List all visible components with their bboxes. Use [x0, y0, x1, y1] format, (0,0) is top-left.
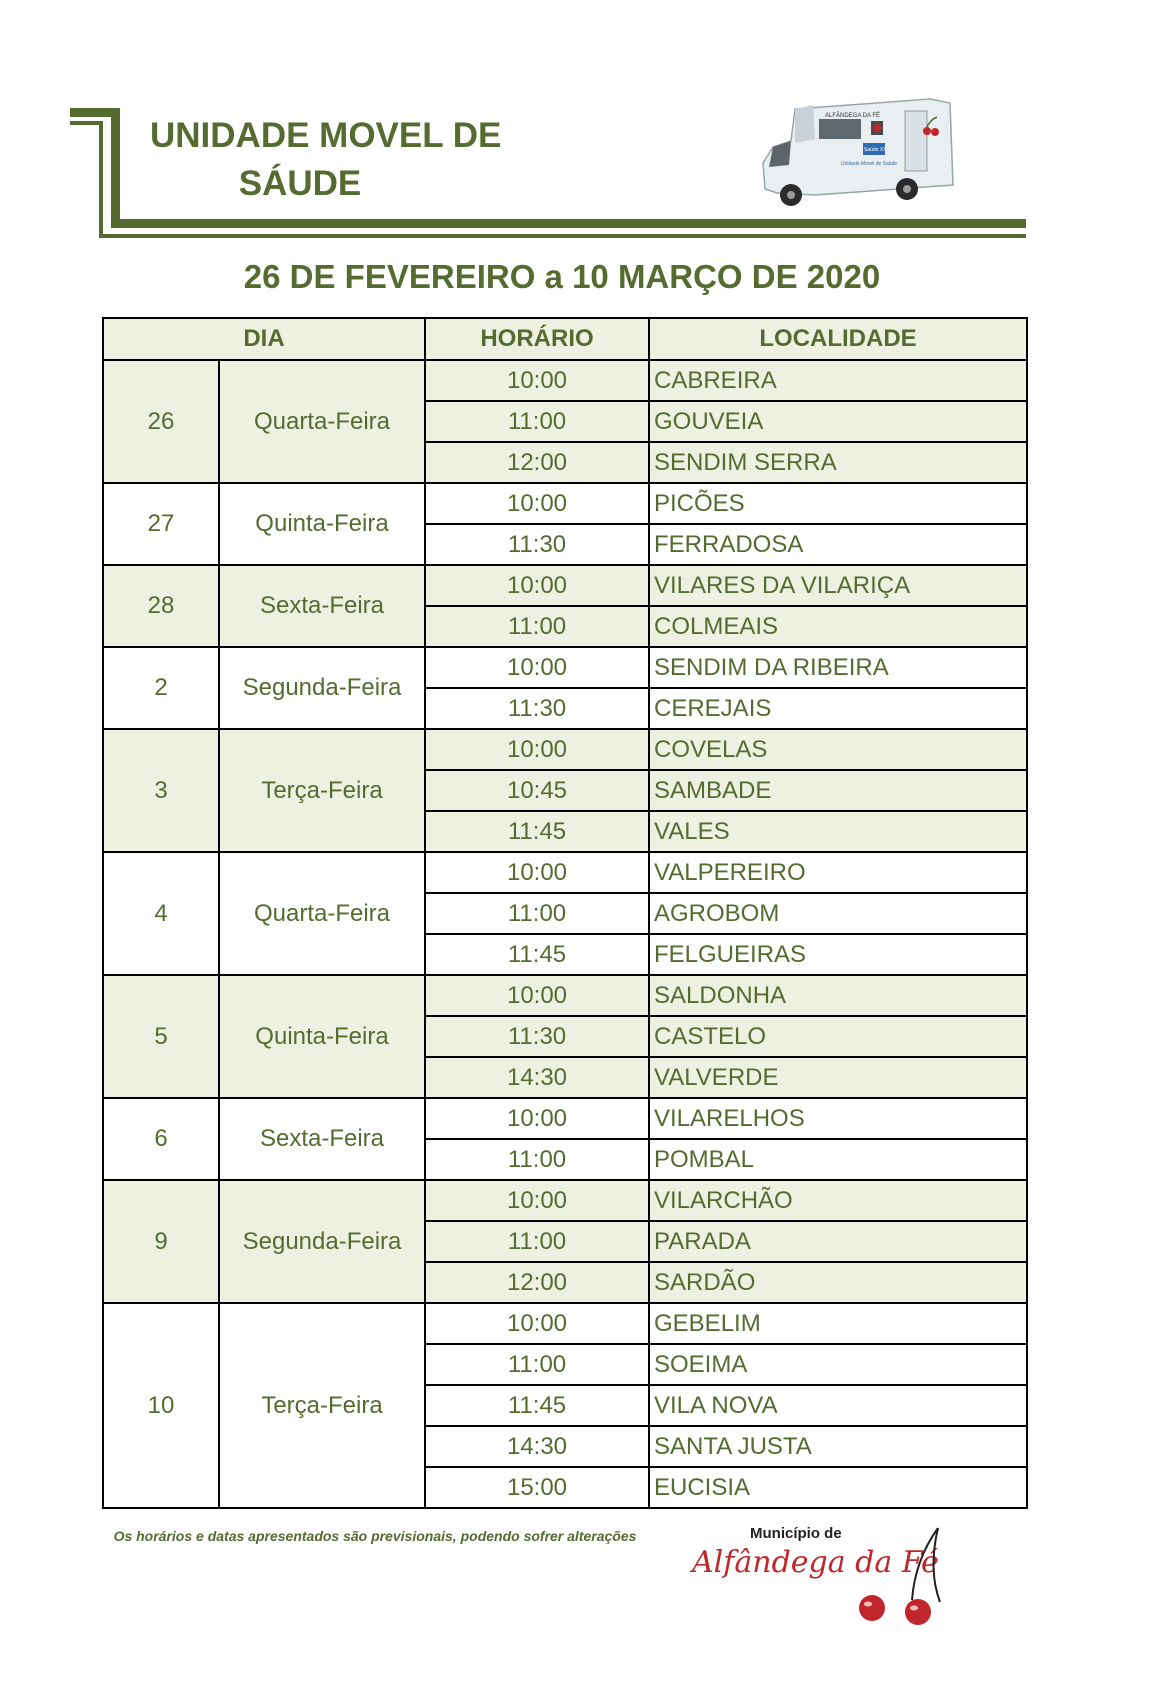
stop-time: 11:00 — [425, 606, 649, 647]
stop-location: SENDIM DA RIBEIRA — [649, 647, 1027, 688]
stop-location: EUCISIA — [649, 1467, 1027, 1508]
stop-time: 10:00 — [425, 1303, 649, 1344]
header-localidade: LOCALIDADE — [649, 318, 1027, 360]
stop-time: 15:00 — [425, 1467, 649, 1508]
stop-location: VALPEREIRO — [649, 852, 1027, 893]
date-range-subtitle: 26 DE FEVEREIRO a 10 MARÇO DE 2020 — [243, 258, 881, 295]
stop-location: COVELAS — [649, 729, 1027, 770]
weekday: Sexta-Feira — [219, 1098, 425, 1180]
stop-location: VILA NOVA — [649, 1385, 1027, 1426]
stop-time: 11:00 — [425, 893, 649, 934]
municipality-logo — [690, 1520, 960, 1630]
day-number: 26 — [103, 360, 219, 483]
day-number: 2 — [103, 647, 219, 729]
stop-time: 14:30 — [425, 1426, 649, 1467]
stop-time: 10:00 — [425, 565, 649, 606]
day-number: 6 — [103, 1098, 219, 1180]
day-number: 3 — [103, 729, 219, 852]
schedule-row — [103, 1303, 1027, 1344]
stop-location: FELGUEIRAS — [649, 934, 1027, 975]
schedule-row — [103, 1098, 1027, 1139]
cherry-right-icon — [905, 1599, 931, 1625]
logo-line-2: Alfândega da Fé — [692, 1545, 939, 1580]
header-dia: DIA — [103, 318, 425, 360]
schedule-row — [103, 647, 1027, 688]
schedule-row — [103, 1180, 1027, 1221]
schedule-body — [103, 360, 1027, 1508]
stop-time: 10:00 — [425, 483, 649, 524]
stop-location: PICÕES — [649, 483, 1027, 524]
stop-location: SANTA JUSTA — [649, 1426, 1027, 1467]
stop-time: 11:00 — [425, 1344, 649, 1385]
header-horario: HORÁRIO — [425, 318, 649, 360]
day-number: 4 — [103, 852, 219, 975]
weekday: Quinta-Feira — [219, 975, 425, 1098]
stop-time: 14:30 — [425, 1057, 649, 1098]
stop-location: GEBELIM — [649, 1303, 1027, 1344]
weekday: Segunda-Feira — [219, 647, 425, 729]
schedule-row — [103, 360, 1027, 401]
schedule-row — [103, 729, 1027, 770]
stop-time: 11:30 — [425, 524, 649, 565]
van-brand-text: ALFÂNDEGA DA FÉ — [825, 113, 881, 119]
title-line-1: UNIDADE MOVEL DE — [150, 116, 502, 155]
stop-location: VILARES DA VILARIÇA — [649, 565, 1027, 606]
van-label-text: Unidade Movel de Saúde — [841, 161, 898, 167]
stop-time: 11:45 — [425, 1385, 649, 1426]
weekday: Quinta-Feira — [219, 483, 425, 565]
weekday: Segunda-Feira — [219, 1180, 425, 1303]
stop-time: 11:00 — [425, 1221, 649, 1262]
day-number: 9 — [103, 1180, 219, 1303]
title-line-2: SÁUDE — [238, 164, 362, 203]
day-number: 5 — [103, 975, 219, 1098]
stop-location: SAMBADE — [649, 770, 1027, 811]
stop-time: 11:30 — [425, 688, 649, 729]
stop-time: 11:00 — [425, 1139, 649, 1180]
stop-location: COLMEAIS — [649, 606, 1027, 647]
weekday: Sexta-Feira — [219, 565, 425, 647]
schedule-table — [102, 317, 1028, 1509]
stop-location: FERRADOSA — [649, 524, 1027, 565]
stop-time: 10:00 — [425, 360, 649, 401]
stop-location: GOUVEIA — [649, 401, 1027, 442]
stop-location: PARADA — [649, 1221, 1027, 1262]
schedule-row — [103, 852, 1027, 893]
schedule-row — [103, 565, 1027, 606]
stop-time: 11:45 — [425, 811, 649, 852]
day-number: 10 — [103, 1303, 219, 1508]
stop-time: 10:45 — [425, 770, 649, 811]
weekday: Quarta-Feira — [219, 360, 425, 483]
weekday: Quarta-Feira — [219, 852, 425, 975]
schedule-row — [103, 975, 1027, 1016]
stop-location: VILARELHOS — [649, 1098, 1027, 1139]
stop-time: 10:00 — [425, 647, 649, 688]
schedule-row — [103, 483, 1027, 524]
stop-location: CABREIRA — [649, 360, 1027, 401]
logo-line-1: Município de — [750, 1525, 842, 1542]
stop-time: 10:00 — [425, 852, 649, 893]
stop-time: 10:00 — [425, 729, 649, 770]
disclaimer-note: Os horários e datas apresentados são previsionais, podendo sofrer alterações — [113, 1528, 637, 1544]
stop-location: SENDIM SERRA — [649, 442, 1027, 483]
mobile-health-van-image — [755, 85, 955, 210]
cherry-left-icon — [859, 1595, 885, 1621]
stop-location: POMBAL — [649, 1139, 1027, 1180]
stop-time: 10:00 — [425, 975, 649, 1016]
stop-location: SOEIMA — [649, 1344, 1027, 1385]
day-number: 28 — [103, 565, 219, 647]
stop-location: VILARCHÃO — [649, 1180, 1027, 1221]
page-title — [150, 112, 502, 208]
stop-time: 10:00 — [425, 1180, 649, 1221]
day-number: 27 — [103, 483, 219, 565]
stop-time: 11:45 — [425, 934, 649, 975]
stop-location: CASTELO — [649, 1016, 1027, 1057]
weekday: Terça-Feira — [219, 1303, 425, 1508]
stop-location: SARDÃO — [649, 1262, 1027, 1303]
stop-location: AGROBOM — [649, 893, 1027, 934]
van-badge-text: Saúde XXI — [864, 147, 888, 153]
stop-location: CEREJAIS — [649, 688, 1027, 729]
stop-time: 10:00 — [425, 1098, 649, 1139]
stop-time: 11:00 — [425, 401, 649, 442]
weekday: Terça-Feira — [219, 729, 425, 852]
stop-location: VALVERDE — [649, 1057, 1027, 1098]
stop-location: SALDONHA — [649, 975, 1027, 1016]
stop-time: 12:00 — [425, 442, 649, 483]
stop-time: 11:30 — [425, 1016, 649, 1057]
stop-time: 12:00 — [425, 1262, 649, 1303]
stop-location: VALES — [649, 811, 1027, 852]
